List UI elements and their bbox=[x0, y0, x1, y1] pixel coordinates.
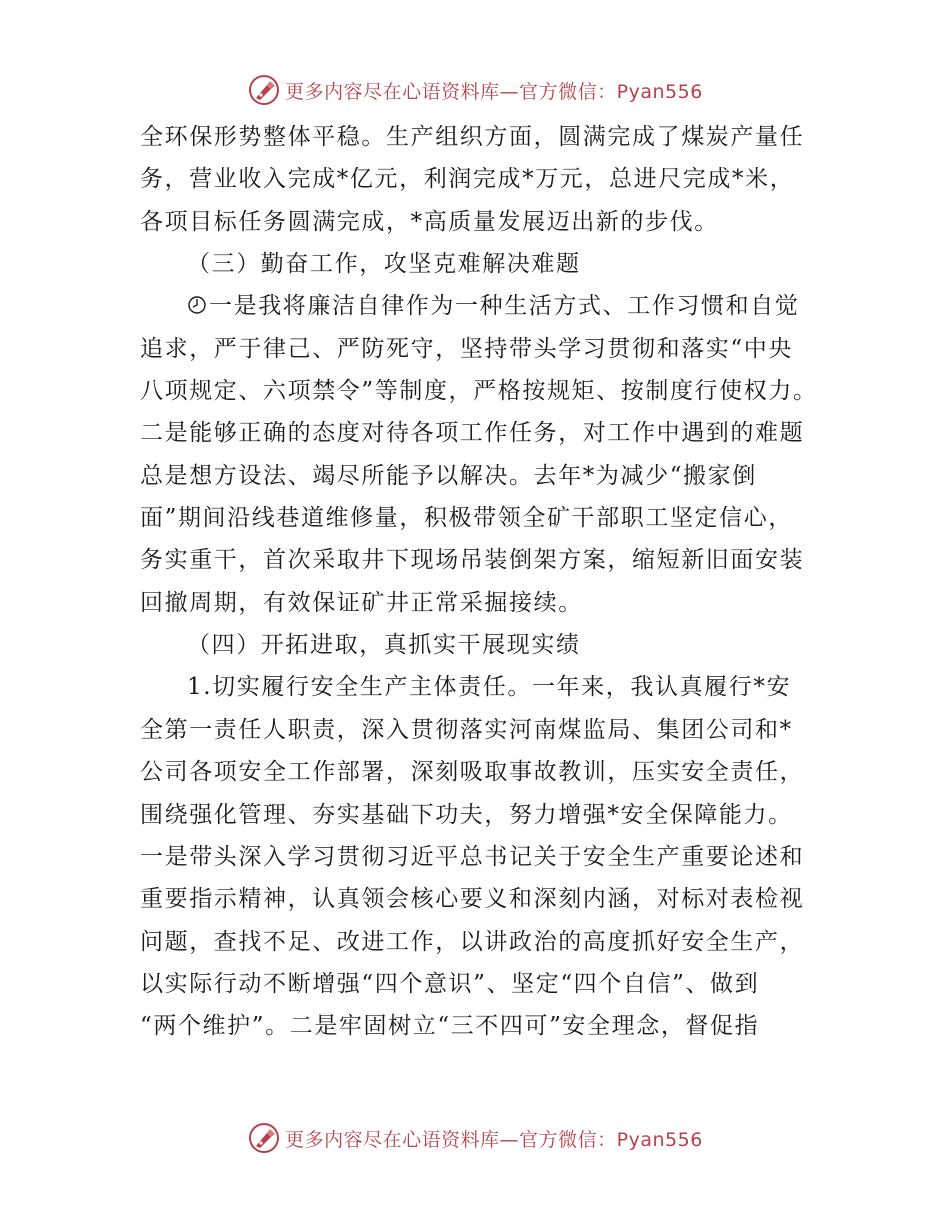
document-body bbox=[140, 116, 820, 1048]
watermark-text: 更多内容尽在心语资料库—官方微信：Pyan556 bbox=[285, 80, 703, 103]
body-line: “两个维护”。二是牢固树立“三不四可”安全理念，督促指 bbox=[140, 1013, 760, 1040]
section-heading-4: （四）开拓进取，真抓实干展现实绩 bbox=[187, 632, 581, 659]
body-line: 公司各项安全工作部署，深刻吸取事故教训，压实安全责任， bbox=[140, 759, 805, 786]
watermark-text: 更多内容尽在心语资料库—官方微信：Pyan556 bbox=[285, 1128, 703, 1151]
body-line: 重要指示精神，认真领会核心要义和深刻内涵，对标对表检视 bbox=[140, 886, 805, 913]
body-line: 问题，查找不足、改进工作，以讲政治的高度抓好安全生产， bbox=[140, 928, 805, 955]
section-heading-3: （三）勤奋工作，攻坚克难解决难题 bbox=[187, 251, 581, 278]
body-line: 一是带头深入学习贯彻习近平总书记关于安全生产重要论述和 bbox=[140, 843, 805, 870]
body-line: 回撤周期，有效保证矿井正常采掘接续。 bbox=[140, 589, 583, 616]
body-line: 总是想方设法、竭尽所能予以解决。去年*为减少“搬家倒 bbox=[140, 462, 757, 489]
body-line: 面”期间沿线巷道维修量，积极带领全矿干部职工坚定信心， bbox=[140, 505, 793, 532]
body-line: 各项目标任务圆满完成，*高质量发展迈出新的步伐。 bbox=[140, 208, 719, 235]
body-line: 追求，严于律己、严防死守，坚持带头学习贯彻和落实“中央 bbox=[140, 335, 793, 362]
body-line: 1.切实履行安全生产主体责任。一年来，我认真履行*安 bbox=[187, 674, 792, 701]
body-line: 八项规定、六项禁令”等制度，严格按规矩、按制度行使权力。 bbox=[140, 378, 818, 405]
body-line-text: 一是我将廉洁自律作为一种生活方式、工作习惯和自觉 bbox=[209, 293, 800, 320]
body-line: 围绕强化管理、夯实基础下功夫，努力增强*安全保障能力。 bbox=[140, 801, 793, 828]
header-watermark-banner bbox=[0, 70, 950, 110]
footer-watermark-banner bbox=[0, 1118, 950, 1158]
body-line: 全环保形势整体平稳。生产组织方面，圆满完成了煤炭产量任 bbox=[140, 124, 805, 150]
pen-nib-logo-icon bbox=[247, 1121, 281, 1155]
clock-icon bbox=[187, 295, 207, 315]
body-line: 二是能够正确的态度对待各项工作任务，对工作中遇到的难题 bbox=[140, 420, 805, 447]
body-line: 以实际行动不断增强“四个意识”、坚定“四个自信”、做到 bbox=[140, 970, 760, 997]
body-line: 务实重干，首次采取井下现场吊装倒架方案，缩短新旧面安装 bbox=[140, 547, 805, 574]
body-line bbox=[140, 285, 820, 327]
pen-nib-logo-icon bbox=[247, 73, 281, 107]
body-line: 全第一责任人职责，深入贯彻落实河南煤监局、集团公司和* bbox=[140, 716, 793, 743]
body-line: 务，营业收入完成*亿元，利润完成*万元，总进尺完成*米， bbox=[140, 166, 795, 193]
